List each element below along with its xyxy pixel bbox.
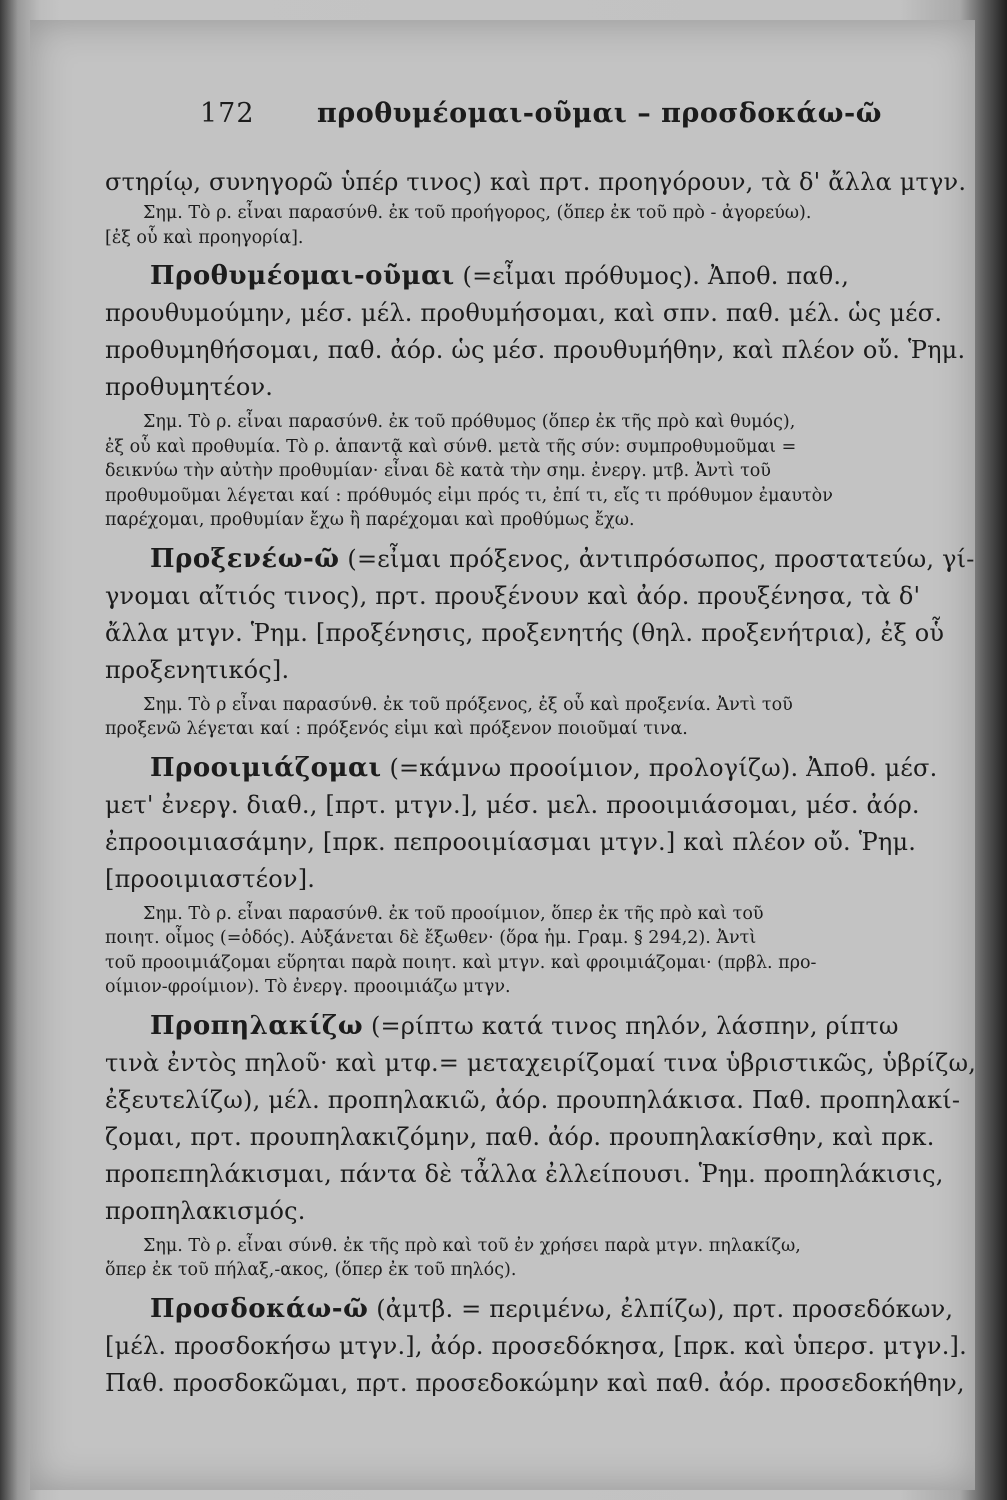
headword: Προσδοκάω-ῶ [150,1293,369,1324]
entry-definition: (=εἶμαι πρόξενος, ἀντιπρόσωπος, προστατεύω, γί- [347,544,975,573]
text-line: ἄλλα μτγν. Ῥημ. [προξένησις, προξενητής (θηλ. προξενήτρια), ἐξ οὗ [105,618,945,647]
text-line: ἐπροοιμιασάμην, [πρκ. πεπροοιμίασμαι μτγν.] καὶ πλέον οὔ. Ῥημ. [105,827,917,856]
running-head: προθυμέομαι-οῦμαι – προσδοκάω-ῶ [317,98,882,129]
note-line: ὅπερ ἐκ τοῦ πήλαξ,-ακος, (ὅπερ ἐκ τοῦ πηλός). [105,1260,517,1280]
note-line: δεικνύω τὴν αὐτὴν προθυμίαν· εἶναι δὲ κατὰ τὴν σημ. ἐνεργ. μτβ. Ἀντὶ τοῦ [105,461,771,481]
text-line: προξενητικός]. [105,655,290,684]
note-line: οίμιον-φροίμιον). Τὸ ἐνεργ. προοιμιάζω μτγν. [105,977,511,997]
text-line: προθυμηθήσομαι, παθ. ἀόρ. ὡς μέσ. προυθυμήθην, καὶ πλέον οὔ. Ῥημ. [105,336,966,364]
headword: Προοιμιάζομαι [150,752,382,783]
text-line: ζομαι, πρτ. προυπηλακιζόμην, παθ. ἀόρ. προυπηλακίσθην, καὶ πρκ. [105,1122,935,1151]
note-line: προξενῶ λέγεται καί : πρόξενός εἰμι καὶ πρόξενον ποιοῦμαί τινα. [105,719,688,739]
entry-prosdokao [105,1291,967,1402]
page [30,20,975,1490]
note-line: Σημ. Τὸ ρ. εἶναι παρασύνθ. ἐκ τοῦ πρόθυμος (ὅπερ ἐκ τῆς πρὸ καὶ θυμός), [143,412,796,432]
page-number: 172 [200,98,255,129]
entry-prothymeomai [105,258,966,533]
note-line: Σημ. Τὸ ρ. εἶναι παρασύνθ. ἐκ τοῦ προοίμιον, ὅπερ ἐκ τῆς πρὸ καὶ τοῦ [143,903,764,924]
entry-first-line [105,541,975,578]
entry-definition: (=ρίπτω κατά τινος πηλόν, λάσπην, ρίπτω [370,1011,899,1040]
note-line: ἐξ οὗ καὶ προθυμία. Τὸ ρ. ἁπαντᾷ καὶ σύνθ. μετὰ τῆς σύν: συμπροθυμοῦμαι = [105,436,797,457]
entry-definition: (=κάμνω προοίμιον, προλογίζω). Ἀποθ. μέσ. [389,753,938,782]
text-line: προυθυμούμην, μέσ. μέλ. προθυμήσομαι, καὶ σπν. παθ. μέλ. ὡς μέσ. [105,299,943,327]
entry-definition: (=εἶμαι πρόθυμος). Ἀποθ. παθ., [462,262,850,290]
note-line: προθυμοῦμαι λέγεται καί : πρόθυμός εἰμι πρός τι, ἐπί τι, εἴς τι πρόθυμον ἐμαυτὸν [105,485,833,506]
text-line: τινὰ ἐντὸς πηλοῦ· καὶ μτφ.= μεταχειρίζομαί τινα ὑβριστικῶς, ὑβρίζω, [105,1048,977,1077]
text-line: μετ' ἐνεργ. διαθ., [πρτ. μτγν.], μέσ. μελ. προοιμιάσομαι, μέσ. ἀόρ. [105,790,920,819]
headword: Προπηλακίζω [150,1010,364,1041]
entry-propelakizo [105,1008,977,1283]
headword: Προθυμέομαι-οῦμαι [150,261,455,291]
note-line: Σημ. Τὸ ρ. εἶναι παρασύνθ. ἐκ τοῦ προήγορος, (ὅπερ ἐκ τοῦ πρὸ - ἀγορεύω). [143,203,812,223]
note-line: ποιητ. οἶμος (=ὁδός). Αὐξάνεται δὲ ἔξωθεν· (ὅρα ἡμ. Γραμ. § 294,2). Ἀντὶ [105,928,757,948]
page-header [105,98,955,144]
text-line: προθυμητέον. [105,373,274,401]
entry-prooimiazomai [105,750,955,1000]
note-line: τοῦ προοιμιάζομαι εὕρηται παρὰ ποιητ. καὶ μτγν. καὶ φροιμιάζομαι· (πρβλ. προ- [105,952,817,973]
text-line: προπεπηλάκισμαι, πάντα δὲ τἆλλα ἐλλείπουσι. Ῥημ. προπηλάκισις, [105,1159,944,1188]
text-line: γνομαι αἴτιός τινος), πρτ. προυξένουν καὶ ἀόρ. προυξένησα, τὰ δ' [105,581,921,610]
text-line: προπηλακισμός. [105,1196,306,1225]
entry-first-line [105,1291,955,1328]
continuation-text [105,164,967,250]
entry-first-line [105,258,955,295]
text-line: ἐξευτελίζω), μέλ. προπηλακιῶ, ἀόρ. προυπηλάκισα. Παθ. προπηλακί- [105,1085,961,1114]
note-line: παρέχομαι, προθυμίαν ἔχω ἢ παρέχομαι καὶ προθύμως ἔχω. [105,510,635,530]
text-line: στηρίῳ, συνηγορῶ ὑπέρ τινος) καὶ πρτ. προηγόρουν, τὰ δ' ἄλλα μτγν. [105,168,967,196]
headword: Προξενέω-ῶ [150,543,340,574]
entry-first-line [105,1008,955,1045]
note-line: [ἐξ οὗ καὶ προηγορία]. [105,227,304,248]
entry-first-line [105,750,955,787]
page-content [105,98,977,1402]
text-line: [προοιμιαστέον]. [105,864,316,893]
note-line: Σημ. Τὸ ρ εἶναι παρασύνθ. ἐκ τοῦ πρόξενος, ἐξ οὗ καὶ προξενία. Ἀντὶ τοῦ [143,694,793,715]
entry-definition: (ἀμτβ. = περιμένω, ἐλπίζω), πρτ. προσεδόκων, [376,1294,954,1323]
entry-proxeneo [105,541,975,742]
text-line: [μέλ. προσδοκήσω μτγν.], ἀόρ. προσεδόκησα, [πρκ. καὶ ὑπερσ. μτγν.]. [105,1331,967,1360]
note-line: Σημ. Τὸ ρ. εἶναι σύνθ. ἐκ τῆς πρὸ καὶ τοῦ ἐν χρήσει παρὰ μτγν. πηλακίζω, [143,1235,801,1256]
text-line: Παθ. προσδοκῶμαι, πρτ. προσεδοκώμην καὶ παθ. ἀόρ. προσεδοκήθην, [105,1368,965,1397]
